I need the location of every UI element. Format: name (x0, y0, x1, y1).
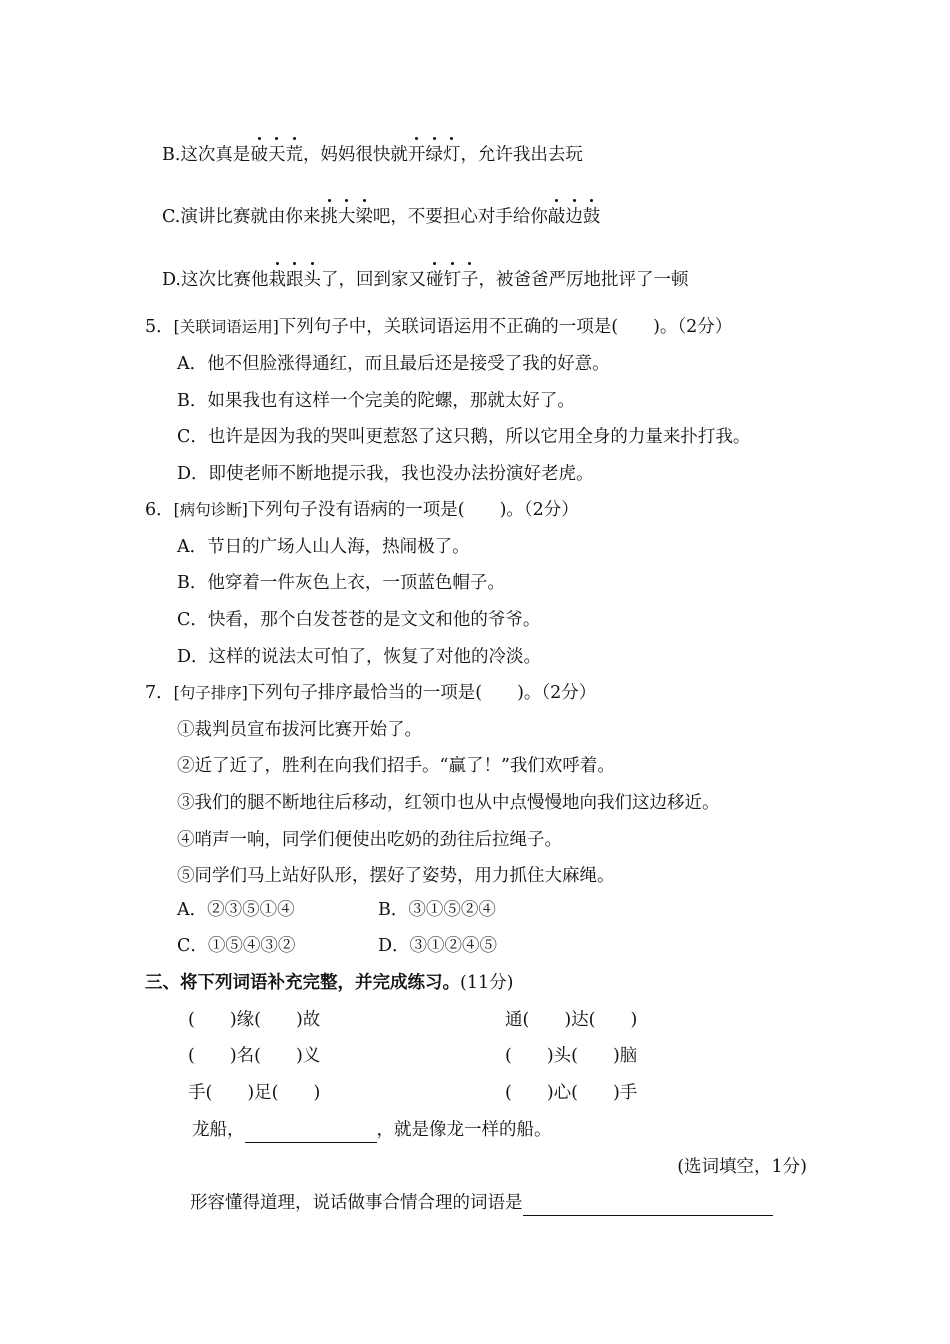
emphasis-char: 绿 (425, 145, 443, 165)
fill-sentence-1: 龙船， ，就是像龙一样的船。 (192, 1118, 552, 1143)
q5-option: A．他不但脸涨得通红，而且最后还是接受了我的好意。 (177, 354, 610, 374)
q7-sentence: ⑤同学们马上站好队形，摆好了姿势，用力抓住大麻绳。 (177, 866, 615, 886)
answer-blank[interactable] (523, 1191, 773, 1216)
q5-option: C．也许是因为我的哭叫更惹怒了这只鹅，所以它用全身的力量来扑打我。 (177, 427, 751, 447)
emphasis-char: 栽 (268, 270, 286, 290)
q7-choice: A．②③⑤①④ (177, 900, 295, 920)
idiom-fill-right[interactable]: ( )头( )脑 (505, 1046, 638, 1066)
q5-stem: 5．[关联词语运用]下列句子中，关联词语运用不正确的一项是( )。（2分） (145, 317, 733, 337)
q7-choice: C．①⑤④③② (177, 936, 296, 956)
q7-choice: D．③①②④⑤ (378, 936, 498, 956)
emphasis-char: 破 (250, 145, 268, 165)
q7-tag: [句子排序] (173, 684, 248, 702)
fill-note: (选词填空，1分) (677, 1157, 807, 1177)
section3-heading (145, 971, 513, 995)
q6-stem: 6．[病句诊断]下列句子没有语病的一项是( )。（2分） (145, 500, 579, 520)
idiom-fill-right[interactable]: 通( )达( ) (505, 1010, 638, 1030)
emphasis-char: 碰 (425, 270, 444, 290)
q6-tag: [病句诊断] (173, 501, 248, 519)
q4-option-b: B.这次真是破天荒，妈妈很快就开绿灯，允许我出去玩 (162, 145, 583, 165)
emphasis-char: 头 (303, 270, 321, 290)
idiom-fill-left[interactable]: ( )名( )义 (188, 1046, 321, 1066)
q6-option: A．节日的广场人山人海，热闹极了。 (177, 537, 470, 557)
emphasis-char: 开 (407, 145, 426, 165)
q5-tag: [关联词语运用] (173, 318, 279, 336)
emphasis-char: 钉 (443, 270, 461, 290)
q7-sentence: ①裁判员宣布拔河比赛开始了。 (177, 720, 422, 740)
q7-sentence: ②近了近了，胜利在向我们招手。“赢了！”我们欢呼着。 (177, 756, 615, 776)
emphasis-char: 梁 (355, 207, 373, 227)
q7-sentence: ③我们的腿不断地往后移动，红领巾也从中点慢慢地向我们这边移近。 (177, 793, 720, 813)
idiom-fill-left[interactable]: ( )缘( )故 (188, 1010, 321, 1030)
idiom-fill-right[interactable]: ( )心( )手 (505, 1083, 638, 1103)
emphasis-char: 边 (565, 207, 583, 227)
q7-stem: 7．[句子排序]下列句子排序最恰当的一项是( )。（2分） (145, 683, 597, 703)
q4-option-d: D.这次比赛他栽跟头了，回到家又碰钉子，被爸爸严厉地批评了一顿 (162, 270, 689, 290)
emphasis-char: 跟 (285, 270, 304, 290)
emphasis-char: 灯 (442, 145, 461, 165)
q5-option: B．如果我也有这样一个完美的陀螺，那就太好了。 (177, 391, 575, 411)
emphasis-char: 子 (460, 270, 479, 290)
q6-option: C．快看，那个白发苍苍的是文文和他的爷爷。 (177, 610, 541, 630)
emphasis-char: 大 (337, 207, 356, 227)
q6-option: B．他穿着一件灰色上衣，一顶蓝色帽子。 (177, 573, 505, 593)
answer-blank[interactable] (245, 1118, 377, 1143)
q6-option: D．这样的说法太可怕了，恢复了对他的冷淡。 (177, 647, 542, 667)
q7-choice: B．③①⑤②④ (378, 900, 496, 920)
emphasis-char: 鼓 (582, 207, 601, 227)
section3-title: 三、将下列词语补充完整，并完成练习。 (145, 973, 460, 993)
fill-sentence-2: 形容懂得道理，说话做事合情合理的词语是 (190, 1191, 773, 1216)
emphasis-char: 天 (267, 145, 286, 165)
emphasis-char: 荒 (285, 145, 303, 165)
section3-score: (11分) (460, 973, 514, 993)
idiom-fill-left[interactable]: 手( )足( ) (188, 1083, 321, 1103)
q5-option: D．即使老师不断地提示我，我也没办法扮演好老虎。 (177, 464, 594, 484)
q7-sentence: ④哨声一响，同学们便使出吃奶的劲往后拉绳子。 (177, 830, 562, 850)
q4-option-c: C.演讲比赛就由你来挑大梁吧，不要担心对手给你敲边鼓 (162, 207, 601, 227)
emphasis-char: 挑 (320, 207, 338, 227)
emphasis-char: 敲 (547, 207, 566, 227)
